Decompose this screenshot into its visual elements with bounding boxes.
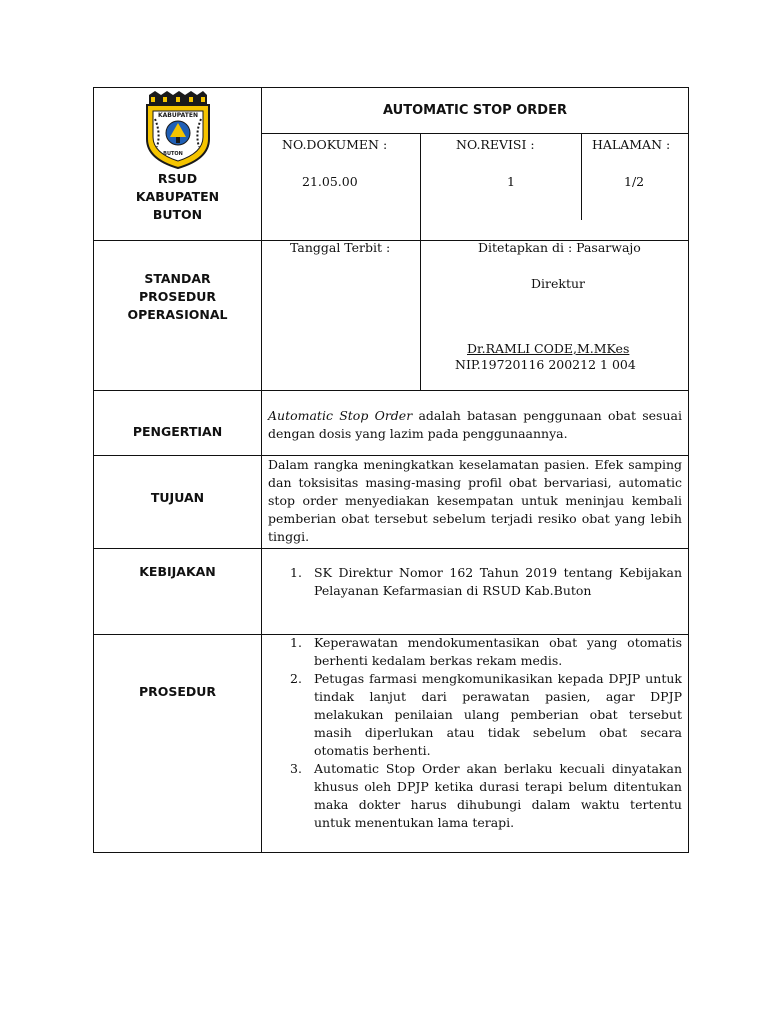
row-divider-kebijakan (93, 548, 689, 549)
pengertian-label: PENGERTIAN (132, 424, 223, 439)
header-col-divider-1 (420, 133, 421, 240)
list-item: 1. Keperawatan mendokumentasikan obat yang otomatis berhenti kedalam berkas rekam medis. (290, 635, 682, 668)
table-border-bottom (93, 852, 689, 853)
document-title: AUTOMATIC STOP ORDER (383, 103, 567, 118)
jabatan-direktur: Direktur (531, 276, 586, 291)
prosedur-list (290, 634, 682, 832)
no-revisi-value: 1 (507, 174, 515, 189)
sop-col-divider (420, 240, 421, 390)
list-item: 3. Automatic Stop Order akan berlaku kecuali dinyatakan khusus oleh DPJP ketika durasi terapi belum ditentukan maka dokter harus dihubungi dalam waktu tertentu untuk menentukan lama terapi. (290, 761, 682, 830)
header-col-divider-2 (581, 133, 582, 220)
logo-text-top: KABUPATEN (158, 112, 198, 119)
list-item: 2. Petugas farmasi mengkomunikasikan kepada DPJP untuk tindak lanjut dari perawatan pasien, agar DPJP melakukan penilaian ulang pemberian obat tersebut masih diperlukan atau tidak sebelum obat secara otomatis berhenti. (290, 671, 682, 758)
nama-direktur: Dr.RAMLI CODE,M.MKes (467, 341, 630, 356)
no-dokumen-label: NO.DOKUMEN : (282, 137, 388, 152)
column-divider (261, 87, 262, 853)
pengertian-definition: adalah batasan penggunaan obat sesuai dengan dosis yang lazim pada penggunaannya. (268, 408, 682, 441)
table-border-top (93, 87, 689, 88)
kebijakan-item-text: SK Direktur Nomor 162 Tahun 2019 tentang Kebijakan Pelayanan Kefarmasian di RSUD Kab.Buton (314, 565, 682, 598)
kebijakan-label: KEBIJAKAN (139, 564, 216, 579)
halaman-value: 1/2 (624, 174, 645, 189)
tujuan-text: Dalam rangka meningkatkan keselamatan pasien. Efek samping dan toksisitas masing-masing profil obat bervariasi, automatic stop order menyediakan kesempatan untuk meninjau kembali pemberian obat tersebut sebelum terjadi resiko obat yang lebih tinggi. (268, 457, 682, 544)
table-border-right (688, 87, 689, 853)
title-row-divider (261, 133, 689, 134)
nip-direktur: NIP.19720116 200212 1 004 (455, 357, 636, 372)
institution-name-line-2: KABUPATEN (135, 189, 220, 204)
sop-label-line-2: PROSEDUR (138, 289, 217, 304)
no-dokumen-value: 21.05.00 (302, 174, 358, 189)
prosedur-item-text: Keperawatan mendokumentasikan obat yang otomatis berhenti kedalam berkas rekam medis. (314, 635, 682, 668)
prosedur-label: PROSEDUR (138, 684, 217, 699)
no-revisi-label: NO.REVISI : (456, 137, 535, 152)
ditetapkan-di: Ditetapkan di : Pasarwajo (478, 240, 641, 255)
tanggal-terbit: Tanggal Terbit : (290, 240, 391, 255)
row-divider-pengertian (93, 390, 689, 391)
prosedur-item-text: Automatic Stop Order akan berlaku kecuali dinyatakan khusus oleh DPJP ketika durasi terapi belum ditentukan maka dokter harus dihubungi dalam waktu tertentu untuk menentukan lama terapi. (314, 761, 682, 830)
logo-text-bottom: BUTON (163, 151, 183, 157)
institution-name-line-1: RSUD (157, 171, 198, 186)
kebijakan-list (290, 564, 682, 600)
institution-name-line-3: BUTON (152, 207, 203, 222)
pengertian-term: Automatic Stop Order (268, 408, 413, 423)
prosedur-item-text: Petugas farmasi mengkomunikasikan kepada DPJP untuk tindak lanjut dari perawatan pasien, agar DPJP melakukan penilaian ulang pemberian obat tersebut masih diperlukan atau tidak sebelum obat secara otomatis berhenti. (314, 671, 682, 758)
sop-label-line-3: OPERASIONAL (127, 307, 228, 322)
tujuan-label: TUJUAN (150, 490, 205, 505)
pengertian-text (268, 407, 682, 443)
sop-label-line-1: STANDAR (144, 271, 211, 286)
halaman-label: HALAMAN : (592, 137, 671, 152)
list-item: 1. SK Direktur Nomor 162 Tahun 2019 tentang Kebijakan Pelayanan Kefarmasian di RSUD Kab.Buton (290, 565, 682, 598)
kabupaten-buton-logo (143, 89, 213, 169)
